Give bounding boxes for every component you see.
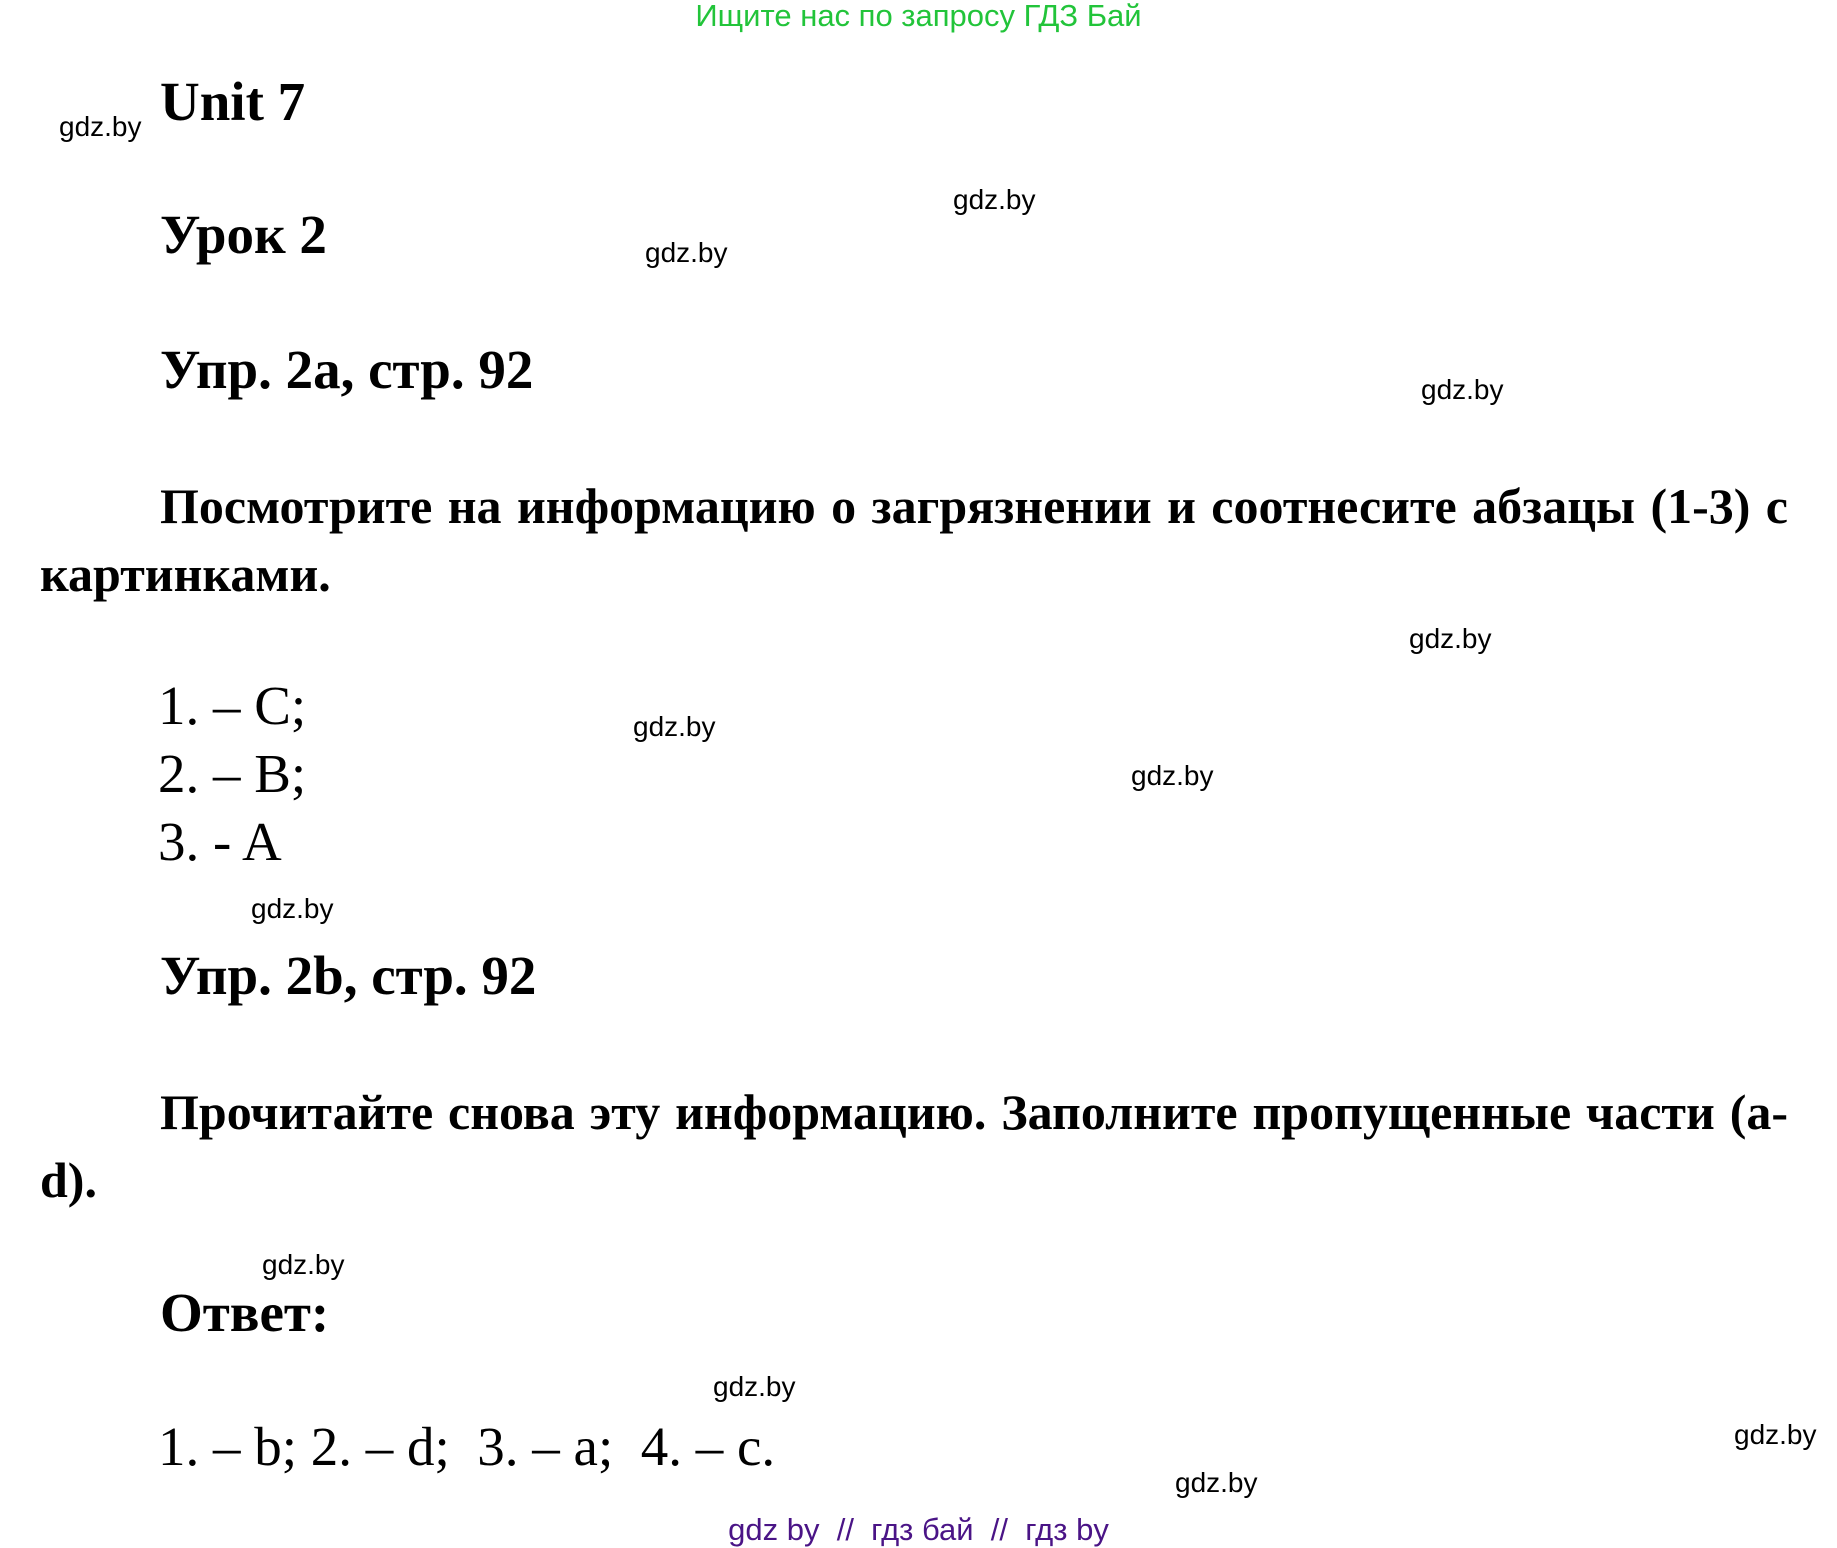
exercise-2a-instruction: Посмотрите на информацию о загрязнении и соотнесите абзацы (1-3) с картинками. — [40, 478, 1788, 602]
watermark: gdz.by — [251, 893, 334, 924]
footer-links: gdz by // гдз бай // гдз by — [728, 1512, 1109, 1547]
watermark: gdz.by — [1734, 1419, 1817, 1450]
exercise-2b-title: Упр. 2b, стр. 92 — [160, 945, 537, 1006]
watermark: gdz.by — [713, 1371, 796, 1402]
answer-item: 2. – B; — [158, 743, 307, 804]
exercise-2b-answer: 1. – b; 2. – d; 3. – a; 4. – c. — [158, 1416, 776, 1477]
answer-item: 3. - A — [158, 811, 282, 872]
watermark: gdz.by — [633, 711, 716, 742]
watermark: gdz.by — [1175, 1467, 1258, 1498]
watermark: gdz.by — [645, 237, 728, 268]
watermark: gdz.by — [1421, 374, 1504, 405]
answer-label: Ответ: — [160, 1282, 330, 1343]
watermark: gdz.by — [1131, 760, 1214, 791]
exercise-2a-title: Упр. 2a, стр. 92 — [160, 339, 534, 400]
watermark: gdz.by — [953, 184, 1036, 215]
exercise-2b-instruction: Прочитайте снова эту информацию. Заполните пропущенные части (a-d). — [40, 1084, 1788, 1208]
lesson-title: Урок 2 — [160, 204, 327, 265]
search-banner: Ищите нас по запросу ГДЗ Бай — [695, 0, 1142, 33]
answer-item: 1. – C; — [158, 675, 307, 736]
unit-title: Unit 7 — [160, 71, 306, 132]
watermark: gdz.by — [262, 1249, 345, 1280]
watermark: gdz.by — [1409, 623, 1492, 654]
watermark: gdz.by — [59, 111, 142, 142]
